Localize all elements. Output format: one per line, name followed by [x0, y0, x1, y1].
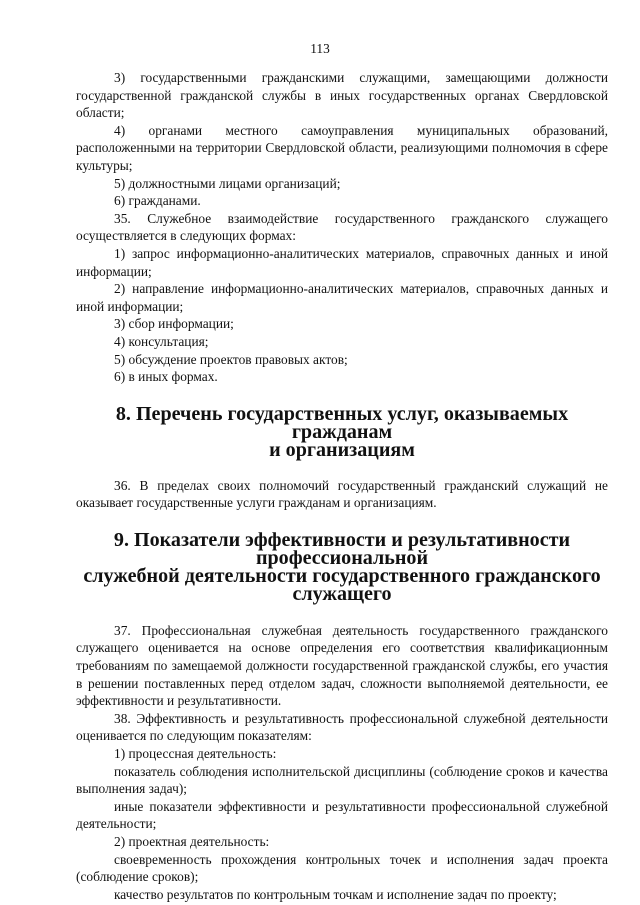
- section-heading-8: [76, 402, 608, 461]
- heading-line: служебной деятельности государственного гражданского служащего: [83, 564, 601, 605]
- section-heading-9: [76, 528, 608, 605]
- paragraph: 36. В пределах своих полномочий государственный гражданский служащий не оказывает государственные услуги гражданам и организациям.: [76, 477, 608, 511]
- paragraph: 1) процессная деятельность:: [114, 746, 277, 762]
- paragraph: показатель соблюдения исполнительской дисциплины (соблюдение сроков и качества выполнения задач);: [76, 763, 608, 797]
- paragraph: своевременность прохождения контрольных точек и исполнения задач проекта (соблюдение сроков);: [76, 851, 608, 885]
- paragraph: 37. Профессиональная служебная деятельность государственного гражданского служащего оценивается на основе определения его соответствия квалификационным требованиям по замещаемой должности государственной гражданской службы, его участия в решении поставленных перед отделом задач, сложности выполняемой деятельности, ее эффективности и результативности.: [76, 622, 608, 709]
- paragraph: 5) обсуждение проектов правовых актов;: [114, 351, 348, 367]
- heading-line: и организациям: [269, 438, 415, 461]
- heading-line: 9. Показатели эффективности и результативности профессиональной: [113, 528, 571, 569]
- paragraph: 38. Эффективность и результативность профессиональной служебной деятельности оценивается по следующим показателям:: [76, 710, 608, 744]
- page-number: 113: [310, 41, 330, 56]
- paragraph: 4) консультация;: [114, 333, 209, 349]
- paragraph: 35. Служебное взаимодействие государственного гражданского служащего осуществляется в следующих формах:: [76, 210, 608, 244]
- paragraph: 3) государственными гражданскими служащими, замещающими должности государственной гражданской службы в иных государственных органах Свердловской области;: [76, 70, 608, 121]
- paragraph: 6) гражданами.: [114, 193, 201, 209]
- paragraph: 4) органами местного самоуправления муниципальных образований, расположенными на территории Свердловской области, реализующими полномочия в сфере культуры;: [76, 122, 608, 173]
- paragraph: 2) проектная деятельность:: [114, 834, 270, 849]
- paragraph: качество результатов по контрольным точкам и исполнение задач по проекту;: [114, 886, 557, 902]
- heading-line: 8. Перечень государственных услуг, оказываемых гражданам: [115, 402, 569, 443]
- paragraph: 2) направление информационно-аналитических материалов, справочных данных и иной информации;: [76, 281, 608, 314]
- paragraph: 3) сбор информации;: [114, 316, 234, 332]
- paragraph: 1) запрос информационно-аналитических материалов, справочных данных и иной информации;: [76, 245, 608, 279]
- document-body: [76, 69, 608, 903]
- paragraph: иные показатели эффективности и результативности профессиональной служебной деятельности;: [76, 798, 608, 832]
- paragraph: 5) должностными лицами организаций;: [114, 175, 341, 191]
- paragraph: 6) в иных формах.: [114, 369, 218, 385]
